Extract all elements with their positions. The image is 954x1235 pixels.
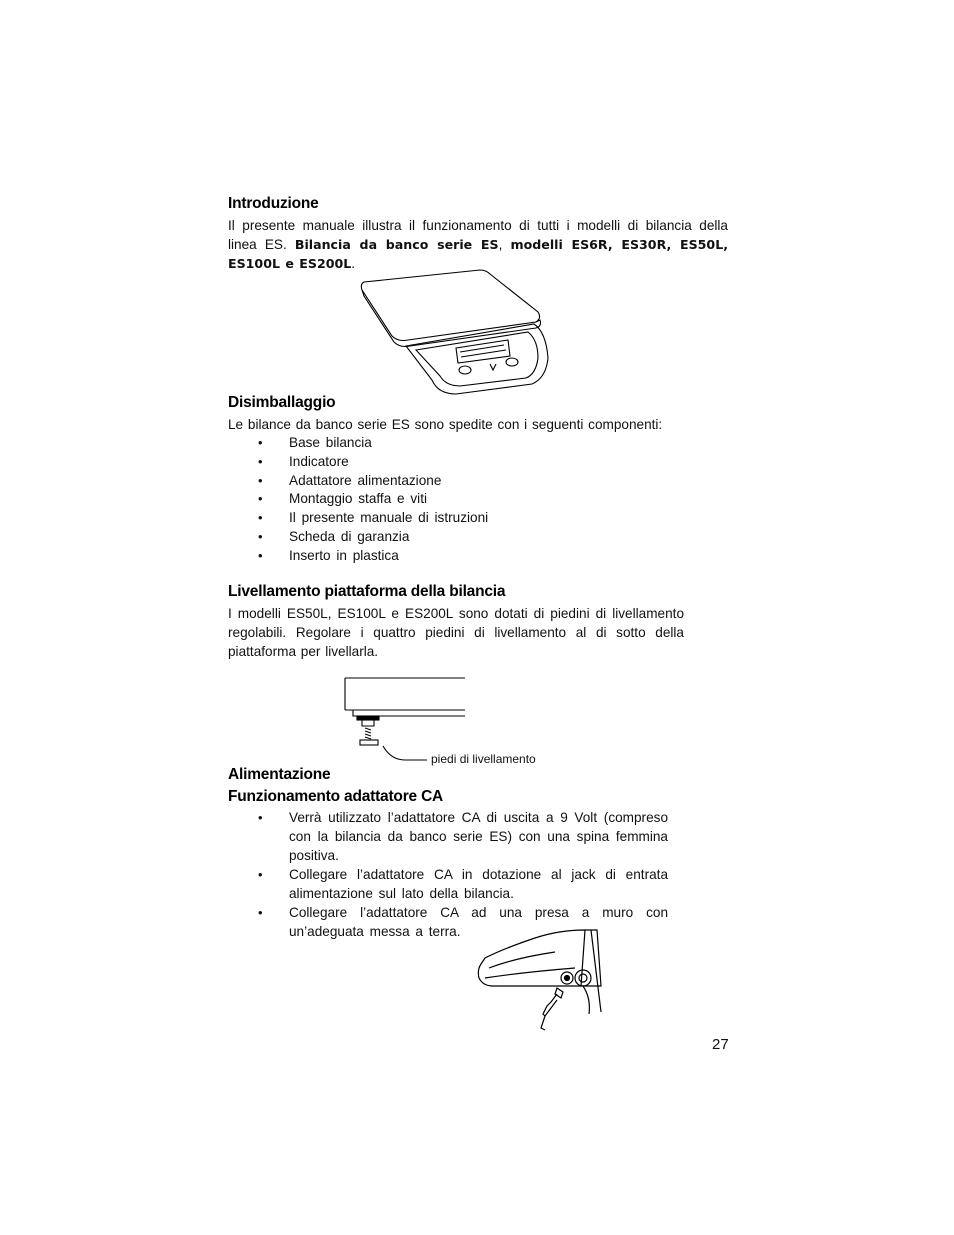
power-list [228, 808, 668, 941]
leveling-heading: Livellamento piattaforma della bilancia [228, 583, 506, 600]
intro-separator: , [498, 237, 511, 252]
intro-bold-series: Bilancia da banco serie ES [294, 237, 499, 252]
list-item: • Montaggio staffa e viti [228, 490, 708, 509]
intro-paragraph [228, 216, 728, 273]
leveling-text: I modelli ES50L, ES100L e ES200L sono dotati di piedini di livellamento regolabili. Regolare i quattro piedini di livellamento al di sotto della piattaforma per livellarla. [228, 606, 684, 659]
page-number: 27 [712, 1036, 729, 1053]
leveling-caption: piedi di livellamento [431, 752, 536, 766]
list-item: • Verrà utilizzato l’adattatore CA di uscita a 9 Volt (compreso con la bilancia da banco serie ES) con una spina femmina positiva. [228, 808, 668, 865]
unpacking-list [228, 434, 708, 566]
list-item: • Inserto in plastica [228, 547, 708, 566]
intro-text: Il presente manuale illustra il funzionamento di tutti i modelli di bilancia della linea ES. [228, 218, 728, 252]
power-heading: Alimentazione [228, 766, 331, 783]
list-item: • Base bilancia [228, 434, 708, 453]
list-item: • Collegare l’adattatore CA ad una presa a muro con un’adeguata messa a terra. [228, 903, 668, 941]
intro-heading: Introduzione [228, 195, 319, 212]
intro-bold-models: modelli ES6R, ES30R, ES50L, ES100L e ES200L [228, 237, 729, 271]
list-item: • Scheda di garanzia [228, 528, 708, 547]
intro-end: . [351, 256, 356, 271]
list-item: • Il presente manuale di istruzioni [228, 509, 708, 528]
scale-illustration [360, 266, 555, 402]
list-item: • Adattatore alimentazione [228, 472, 708, 491]
adapter-illustration [475, 928, 605, 1036]
list-item: • Indicatore [228, 453, 708, 472]
power-subheading: Funzionamento adattatore CA [228, 788, 444, 805]
unpacking-text: Le bilance da banco serie ES sono spedite con i seguenti componenti: [228, 417, 663, 432]
unpacking-heading: Disimballaggio [228, 394, 336, 411]
list-item: • Collegare l’adattatore CA in dotazione al jack di entrata alimentazione sul lato della bilancia. [228, 865, 668, 903]
